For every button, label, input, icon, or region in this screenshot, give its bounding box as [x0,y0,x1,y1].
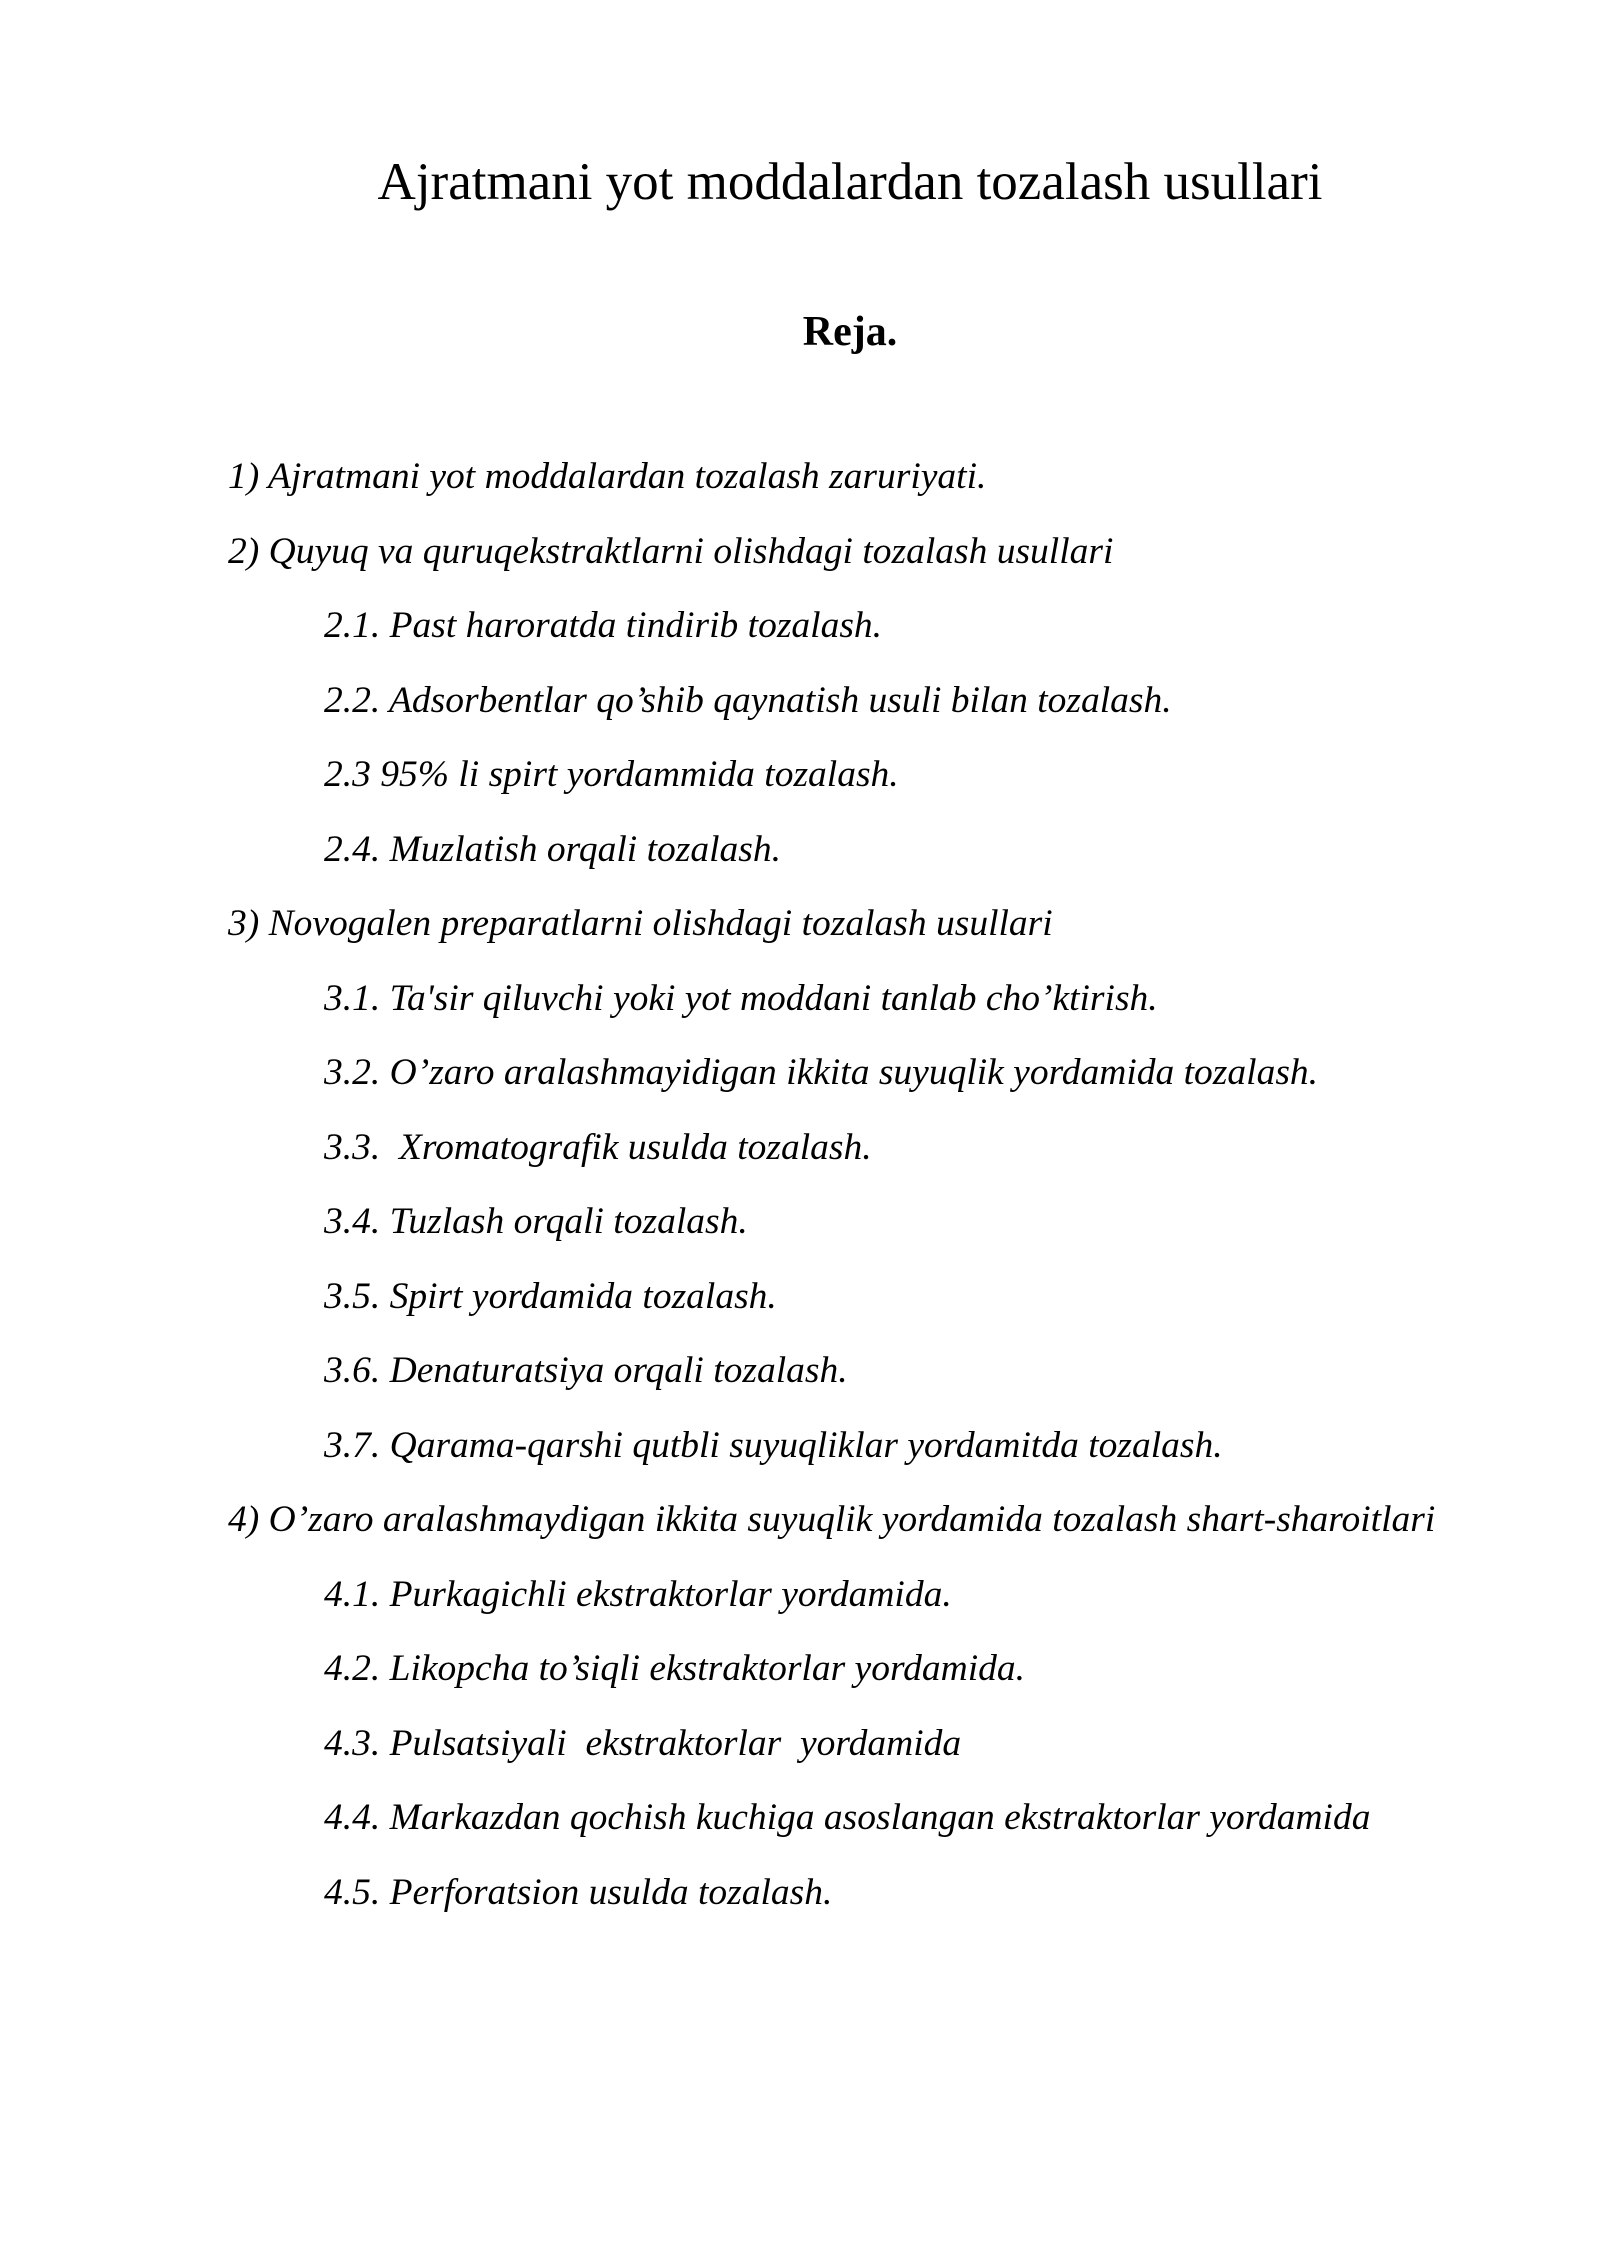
plan-item-4-5: 4.5. Perforatsion usulda tozalash. [324,1871,833,1913]
plan-item-2-1: 2.1. Past haroratda tindirib tozalash. [324,605,883,646]
plan-item-4-3: 4.3. Pulsatsiyali ekstraktorlar yordamida [324,1722,962,1764]
plan-item-4-4: 4.4. Markazdan qochish kuchiga asoslangan ekstraktorlar yordamida [324,1797,1371,1838]
plan-item-4-2: 4.2. Likopcha to’siqli ekstraktorlar yordamida. [324,1648,1026,1689]
plan-item-2: 2) Quyuq va quruqekstraktlarni olishdagi tozalash usullari [228,530,1114,572]
plan-item-3-4: 3.4. Tuzlash orqali tozalash. [324,1201,748,1242]
plan-item-1: 1) Ajratmani yot moddalardan tozalash zaruriyati. [228,456,987,497]
plan-item-3-1: 3.1. Ta'sir qiluvchi yoki yot moddani tanlab cho’ktirish. [324,977,1158,1019]
plan-item-2-4: 2.4. Muzlatish orqali tozalash. [324,828,781,870]
plan-item-3-2: 3.2. O’zaro aralashmayidigan ikkita suyuqlik yordamida tozalash. [324,1052,1319,1093]
plan-item-3-7: 3.7. Qarama-qarshi qutbli suyuqliklar yordamitda tozalash. [324,1424,1223,1466]
plan-item-2-2: 2.2. Adsorbentlar qo’shib qaynatish usuli bilan tozalash. [324,679,1172,721]
plan-item-2-3: 2.3 95% li spirt yordammida tozalash. [324,754,899,795]
plan-heading: Reja. [802,309,898,355]
plan-item-4: 4) O’zaro aralashmaydigan ikkita suyuqlik yordamida tozalash shart-sharoitlari [228,1499,1436,1540]
plan-item-3-6: 3.6. Denaturatsiya orqali tozalash. [324,1350,848,1391]
plan-list [228,440,1478,1930]
plan-item-4-1: 4.1. Purkagichli ekstraktorlar yordamida. [324,1573,952,1615]
plan-item-3-5: 3.5. Spirt yordamida tozalash. [324,1275,777,1317]
plan-item-3-3: 3.3. Xromatografik usulda tozalash. [324,1126,872,1168]
plan-item-3: 3) Novogalen preparatlarni olishdagi tozalash usullari [228,903,1053,944]
document-title: Ajratmani yot moddalardan tozalash usullari [377,153,1323,211]
